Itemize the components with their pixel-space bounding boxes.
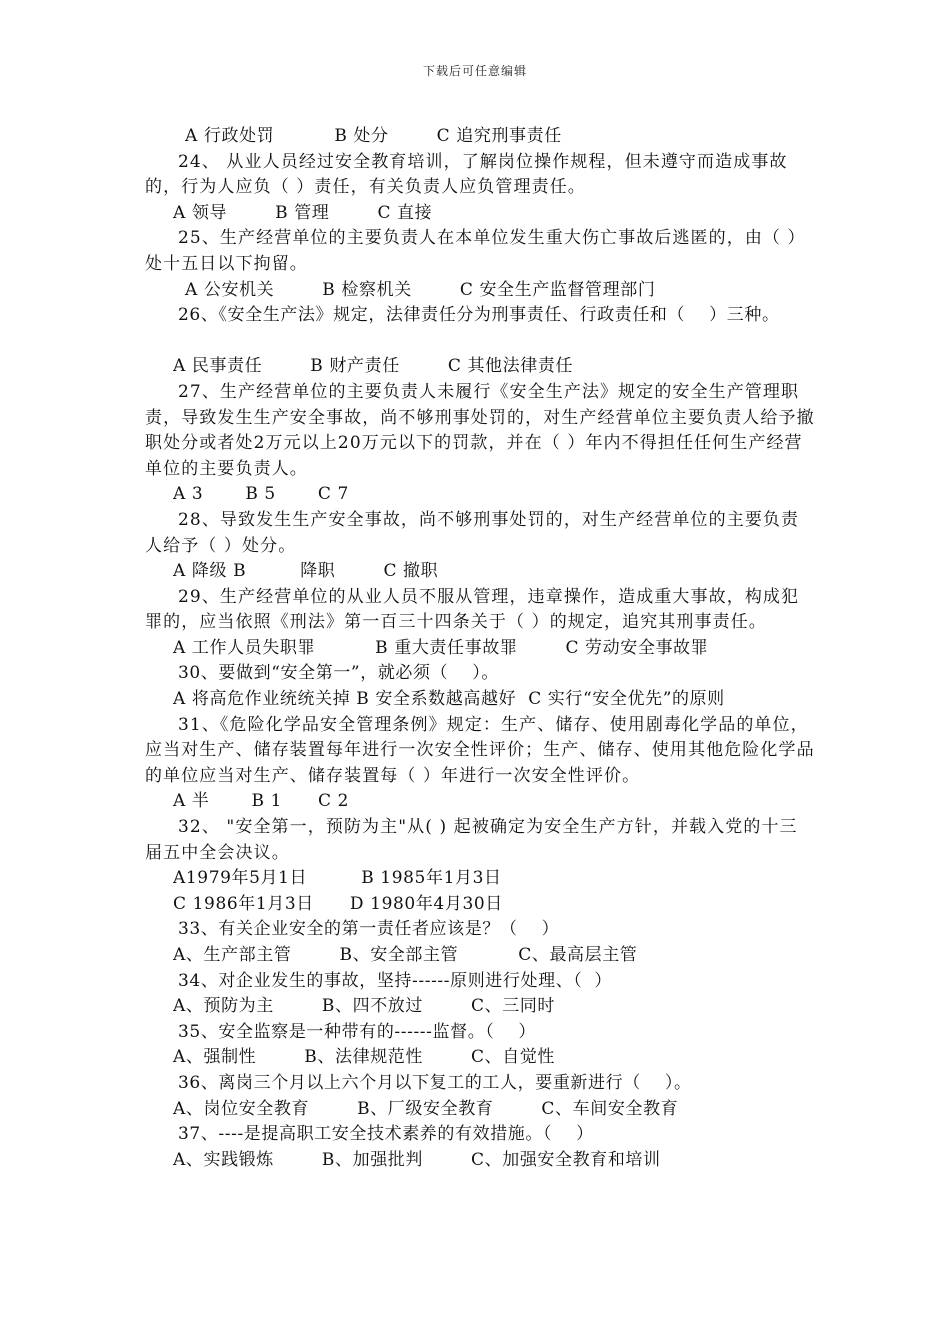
options-q28: A 降级 B 降职 C 撤职 — [173, 561, 439, 582]
options-q34: A、预防为主 B、四不放过 C、三同时 — [173, 996, 556, 1017]
question-28: 28、导致发生生产安全事故，尚不够刑事处罚的，对生产经营单位的主要负责人给予（ ）处分。 — [145, 509, 800, 556]
options-q29: A 工作人员失职罪 B 重大责任事故罪 C 劳动安全事故罪 — [173, 637, 709, 658]
question-29: 29、生产经营单位的从业人员不服从管理，违章操作，造成重大事故，构成犯罪的，应当依照《刑法》第一百三十四条关于（ ）的规定，追究其刑事责任。 — [145, 586, 800, 633]
options-q25: A 公安机关 B 检察机关 C 安全生产监督管理部门 — [185, 279, 656, 300]
blank-line — [145, 329, 815, 355]
question-25: 25、生产经营单位的主要负责人在本单位发生重大伤亡事故后逃匿的，由（ ）处十五日以下拘留。 — [145, 228, 806, 274]
options-q23: A 行政处罚 B 处分 C 追究刑事责任 — [185, 126, 562, 146]
question-33: 33、有关企业安全的第一责任者应该是？（ ） — [178, 919, 560, 940]
question-26: 26、《安全生产法》规定，法律责任分为刑事责任、行政责任和（ ）三种。 — [178, 305, 780, 326]
options-q36: A、岗位安全教育 B、厂级安全教育 C、车间安全教育 — [173, 1098, 679, 1119]
document-body — [145, 124, 815, 1173]
question-31: 31、《危险化学品安全管理条例》规定：生产、储存、使用剧毒化学品的单位，应当对生产、储存装置每年进行一次安全性评价；生产、储存、使用其他危险化学品的单位应当对生产、储存装置每（ ）年进行一次安全性评价。 — [145, 714, 815, 786]
question-36: 36、离岗三个月以上六个月以下复工的工人，要重新进行（ ）。 — [178, 1072, 692, 1093]
question-30: 30、要做到“安全第一”，就必须（ ）。 — [178, 663, 499, 684]
options-q32-a: A1979年5月1日 B 1985年1月3日 — [173, 868, 502, 889]
options-q27: A 3 B 5 C 7 — [173, 484, 349, 505]
question-34: 34、对企业发生的事故，坚持------原则进行处理、（ ） — [178, 970, 613, 991]
options-q32-b: C 1986年1月3日 D 1980年4月30日 — [173, 893, 503, 914]
question-24: 24、 从业人员经过安全教育培训，了解岗位操作规程，但未遵守而造成事故的，行为人应负（ ）责任，有关负责人应负管理责任。 — [145, 151, 788, 198]
question-35: 35、安全监察是一种带有的------监督。（ ） — [178, 1021, 537, 1042]
options-q33: A、生产部主管 B、安全部主管 C、最高层主管 — [173, 945, 638, 965]
options-q35: A、强制性 B、法律规范性 C、自觉性 — [173, 1047, 556, 1068]
options-q30: A 将高危作业统统关掉 B 安全系数越高越好 C 实行“安全优先”的原则 — [173, 689, 725, 710]
options-q31: A 半 B 1 C 2 — [173, 791, 350, 812]
page-header: 下载后可任意编辑 — [422, 64, 527, 78]
options-q26: A 民事责任 B 财产责任 C 其他法律责任 — [173, 356, 574, 377]
question-37: 37、----是提高职工安全技术素养的有效措施。（ ） — [178, 1124, 594, 1145]
question-32: 32、 "安全第一，预防为主"从( ) 起被确定为安全生产方针，并载入党的十三届五中全会决议。 — [145, 817, 798, 863]
options-q24: A 领导 B 管理 C 直接 — [173, 202, 433, 223]
question-27: 27、生产经营单位的主要负责人未履行《安全生产法》规定的安全生产管理职责，导致发生生产安全事故，尚不够刑事处罚的，对生产经营单位主要负责人给予撤职处分或者处2万元以上20万元以下的罚款，并在（ ）年内不得担任任何生产经营单位的主要负责人。 — [145, 381, 815, 479]
options-q37: A、实践锻炼 B、加强批判 C、加强安全教育和培训 — [173, 1149, 661, 1170]
